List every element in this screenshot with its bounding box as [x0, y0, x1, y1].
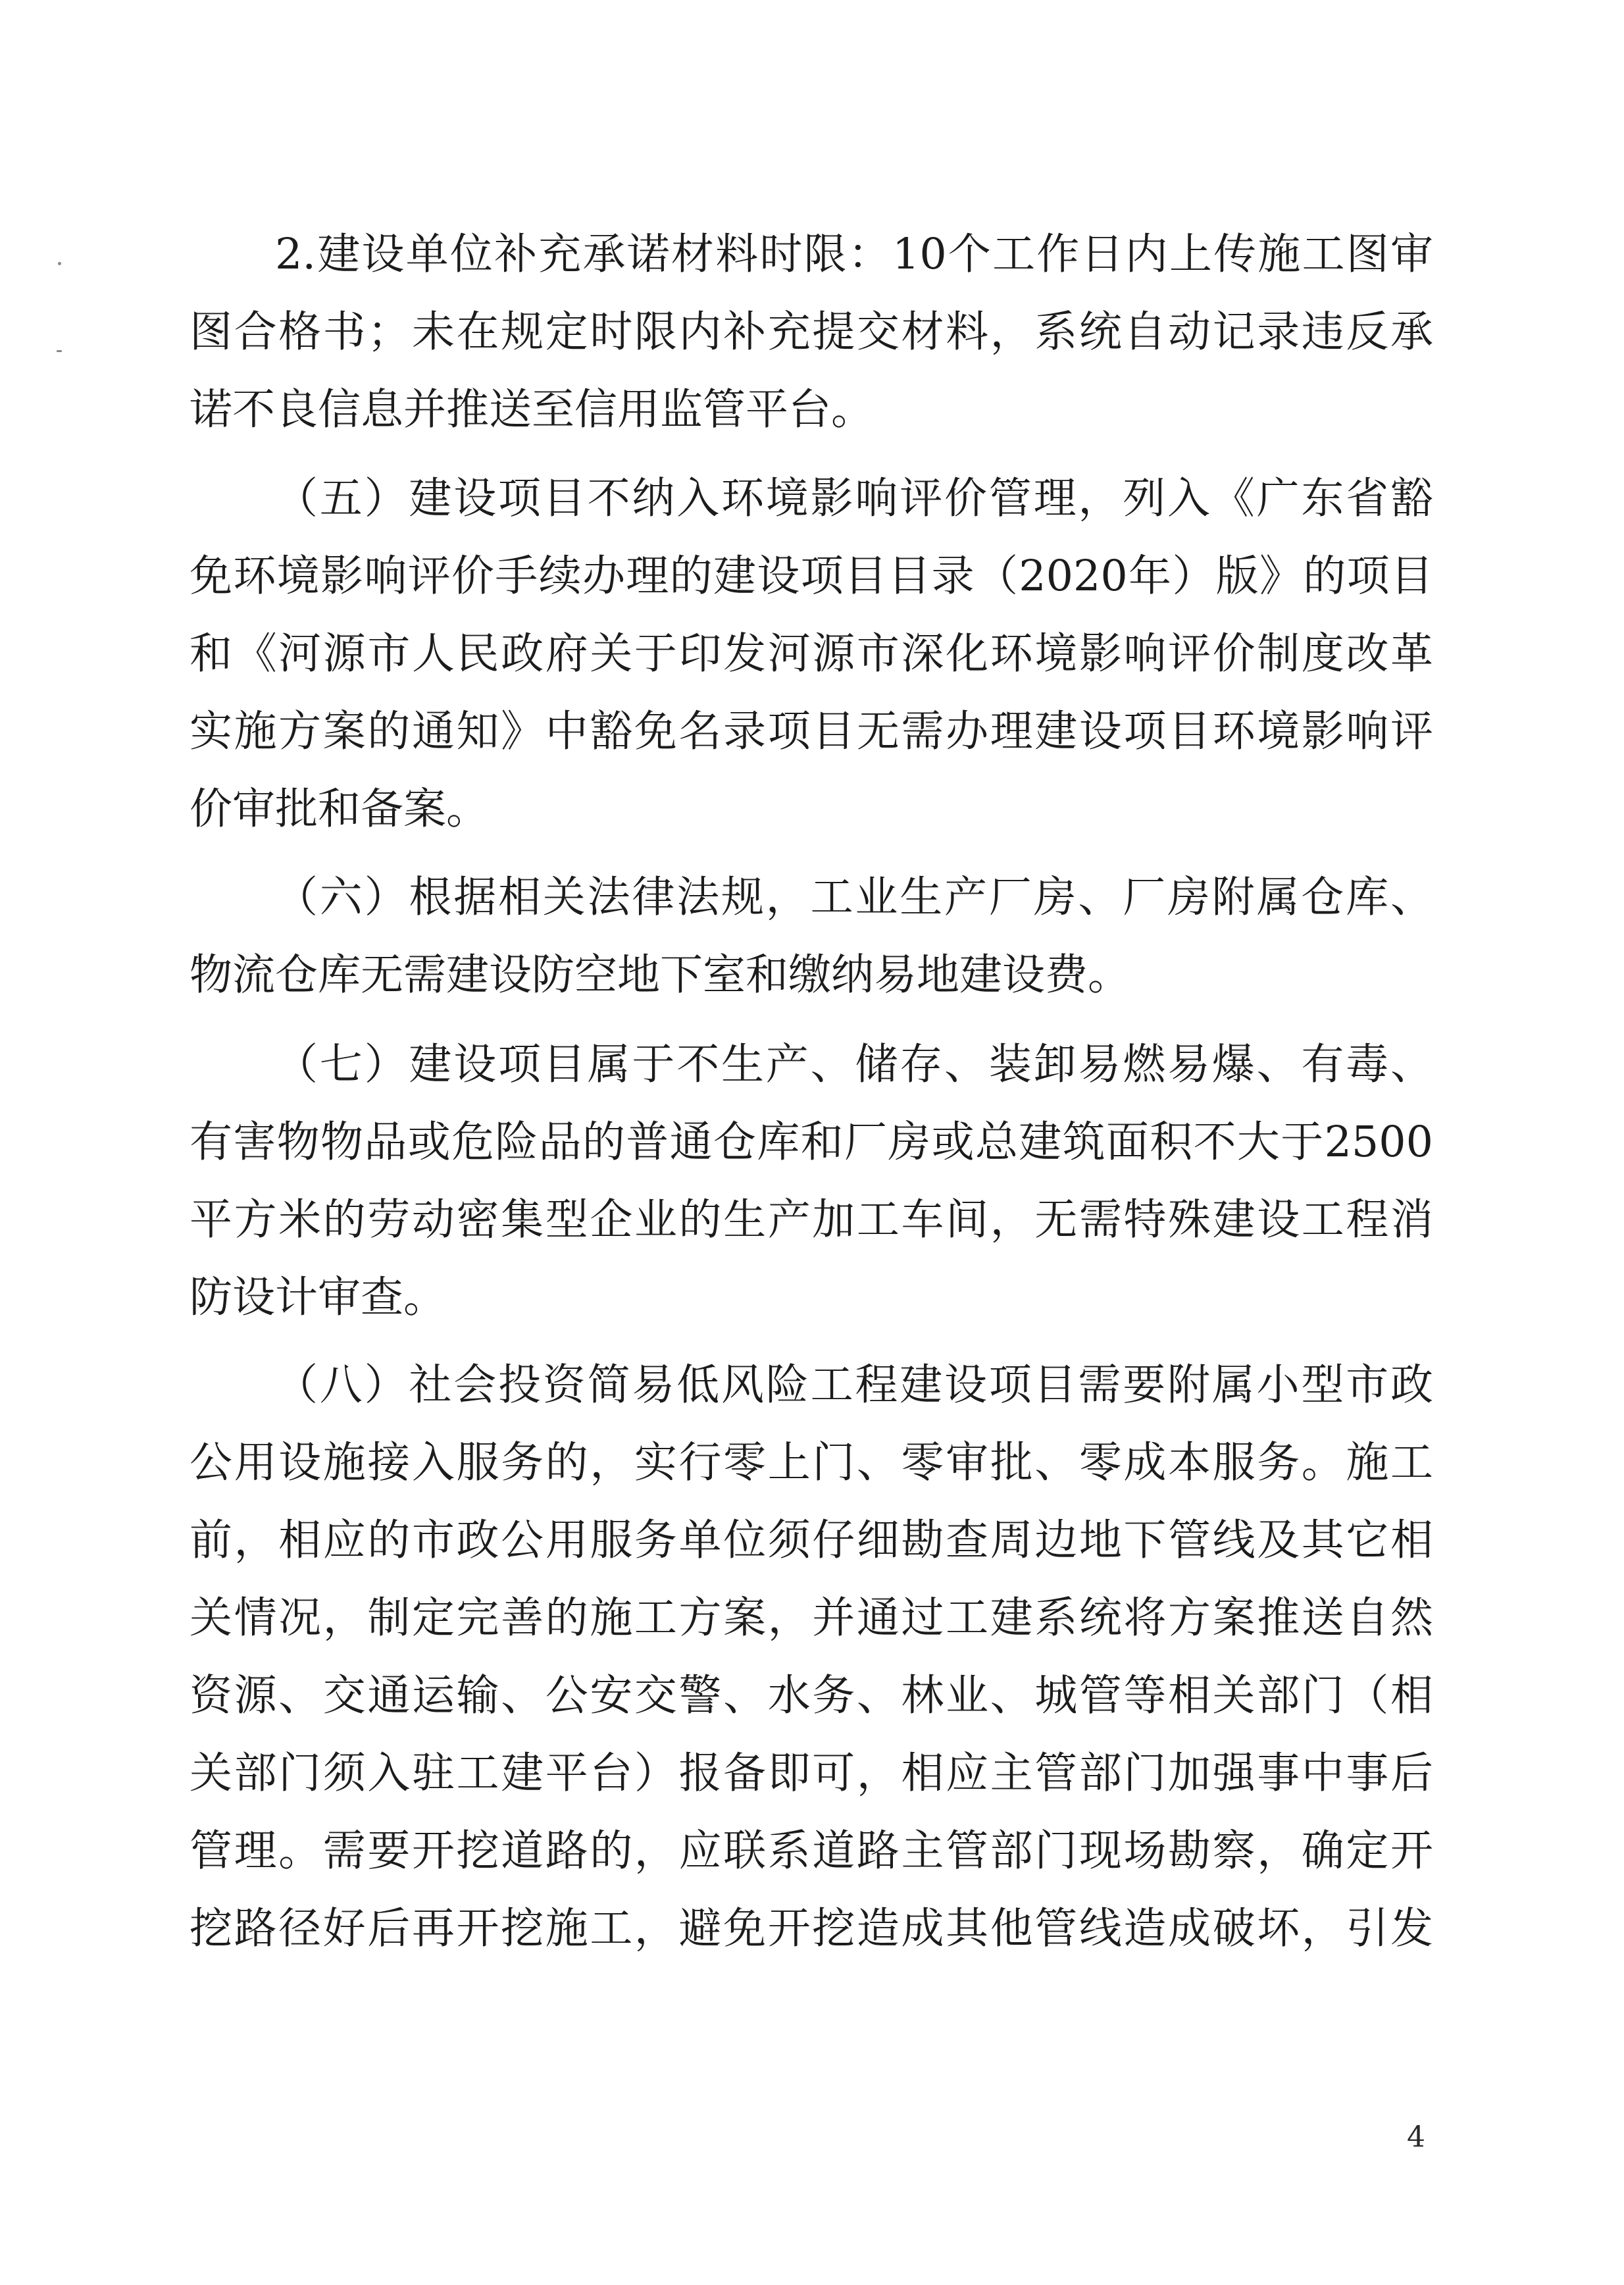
page-number: 4 [1407, 2120, 1425, 2154]
text-line: 物流仓库无需建设防空地下室和缴纳易地建设费。 [190, 950, 1131, 1000]
text-line: 公用设施接入服务的，实行零上门、零审批、零成本服务。施工 [190, 1438, 1433, 1487]
text-line: 挖路径好后再开挖施工，避免开挖造成其他管线造成破坏，引发 [190, 1904, 1433, 1953]
scan-speck [57, 350, 62, 352]
text-line: （八）社会投资简易低风险工程建设项目需要附属小型市政 [275, 1360, 1433, 1410]
text-line: 实施方案的通知》中豁免名录项目无需办理建设项目环境影响评 [190, 707, 1433, 756]
text-line: 关部门须入驻工建平台）报备即可，相应主管部门加强事中事后 [190, 1749, 1433, 1798]
text-line: 关情况，制定完善的施工方案，并通过工建系统将方案推送自然 [190, 1593, 1433, 1643]
text-line: 平方米的劳动密集型企业的生产加工车间，无需特殊建设工程消 [190, 1195, 1433, 1245]
text-line: 2.建设单位补充承诺材料时限：10个工作日内上传施工图审 [275, 230, 1433, 279]
scan-speck [58, 262, 61, 265]
text-line: 前，相应的市政公用服务单位须仔细勘查周边地下管线及其它相 [190, 1516, 1433, 1565]
text-line: 资源、交通运输、公安交警、水务、林业、城管等相关部门（相 [190, 1671, 1433, 1720]
text-line: 诺不良信息并推送至信用监管平台。 [190, 385, 875, 434]
text-line: 和《河源市人民政府关于印发河源市深化环境影响评价制度改革 [190, 629, 1433, 679]
text-line: 免环境影响评价手续办理的建设项目目录（2020年）版》的项目 [190, 552, 1433, 601]
text-line: （六）根据相关法律法规，工业生产厂房、厂房附属仓库、 [275, 873, 1433, 922]
text-line: 价审批和备案。 [190, 784, 490, 834]
text-line: 管理。需要开挖道路的，应联系道路主管部门现场勘察，确定开 [190, 1826, 1433, 1876]
text-line: 有害物物品或危险品的普通仓库和厂房或总建筑面积不大于2500 [190, 1117, 1433, 1167]
text-line: 防设计审查。 [190, 1273, 447, 1322]
text-line: （五）建设项目不纳入环境影响评价管理，列入《广东省豁 [275, 474, 1433, 523]
text-line: （七）建设项目属于不生产、储存、装卸易燃易爆、有毒、 [275, 1040, 1433, 1089]
text-line: 图合格书；未在规定时限内补充提交材料，系统自动记录违反承 [190, 307, 1433, 357]
